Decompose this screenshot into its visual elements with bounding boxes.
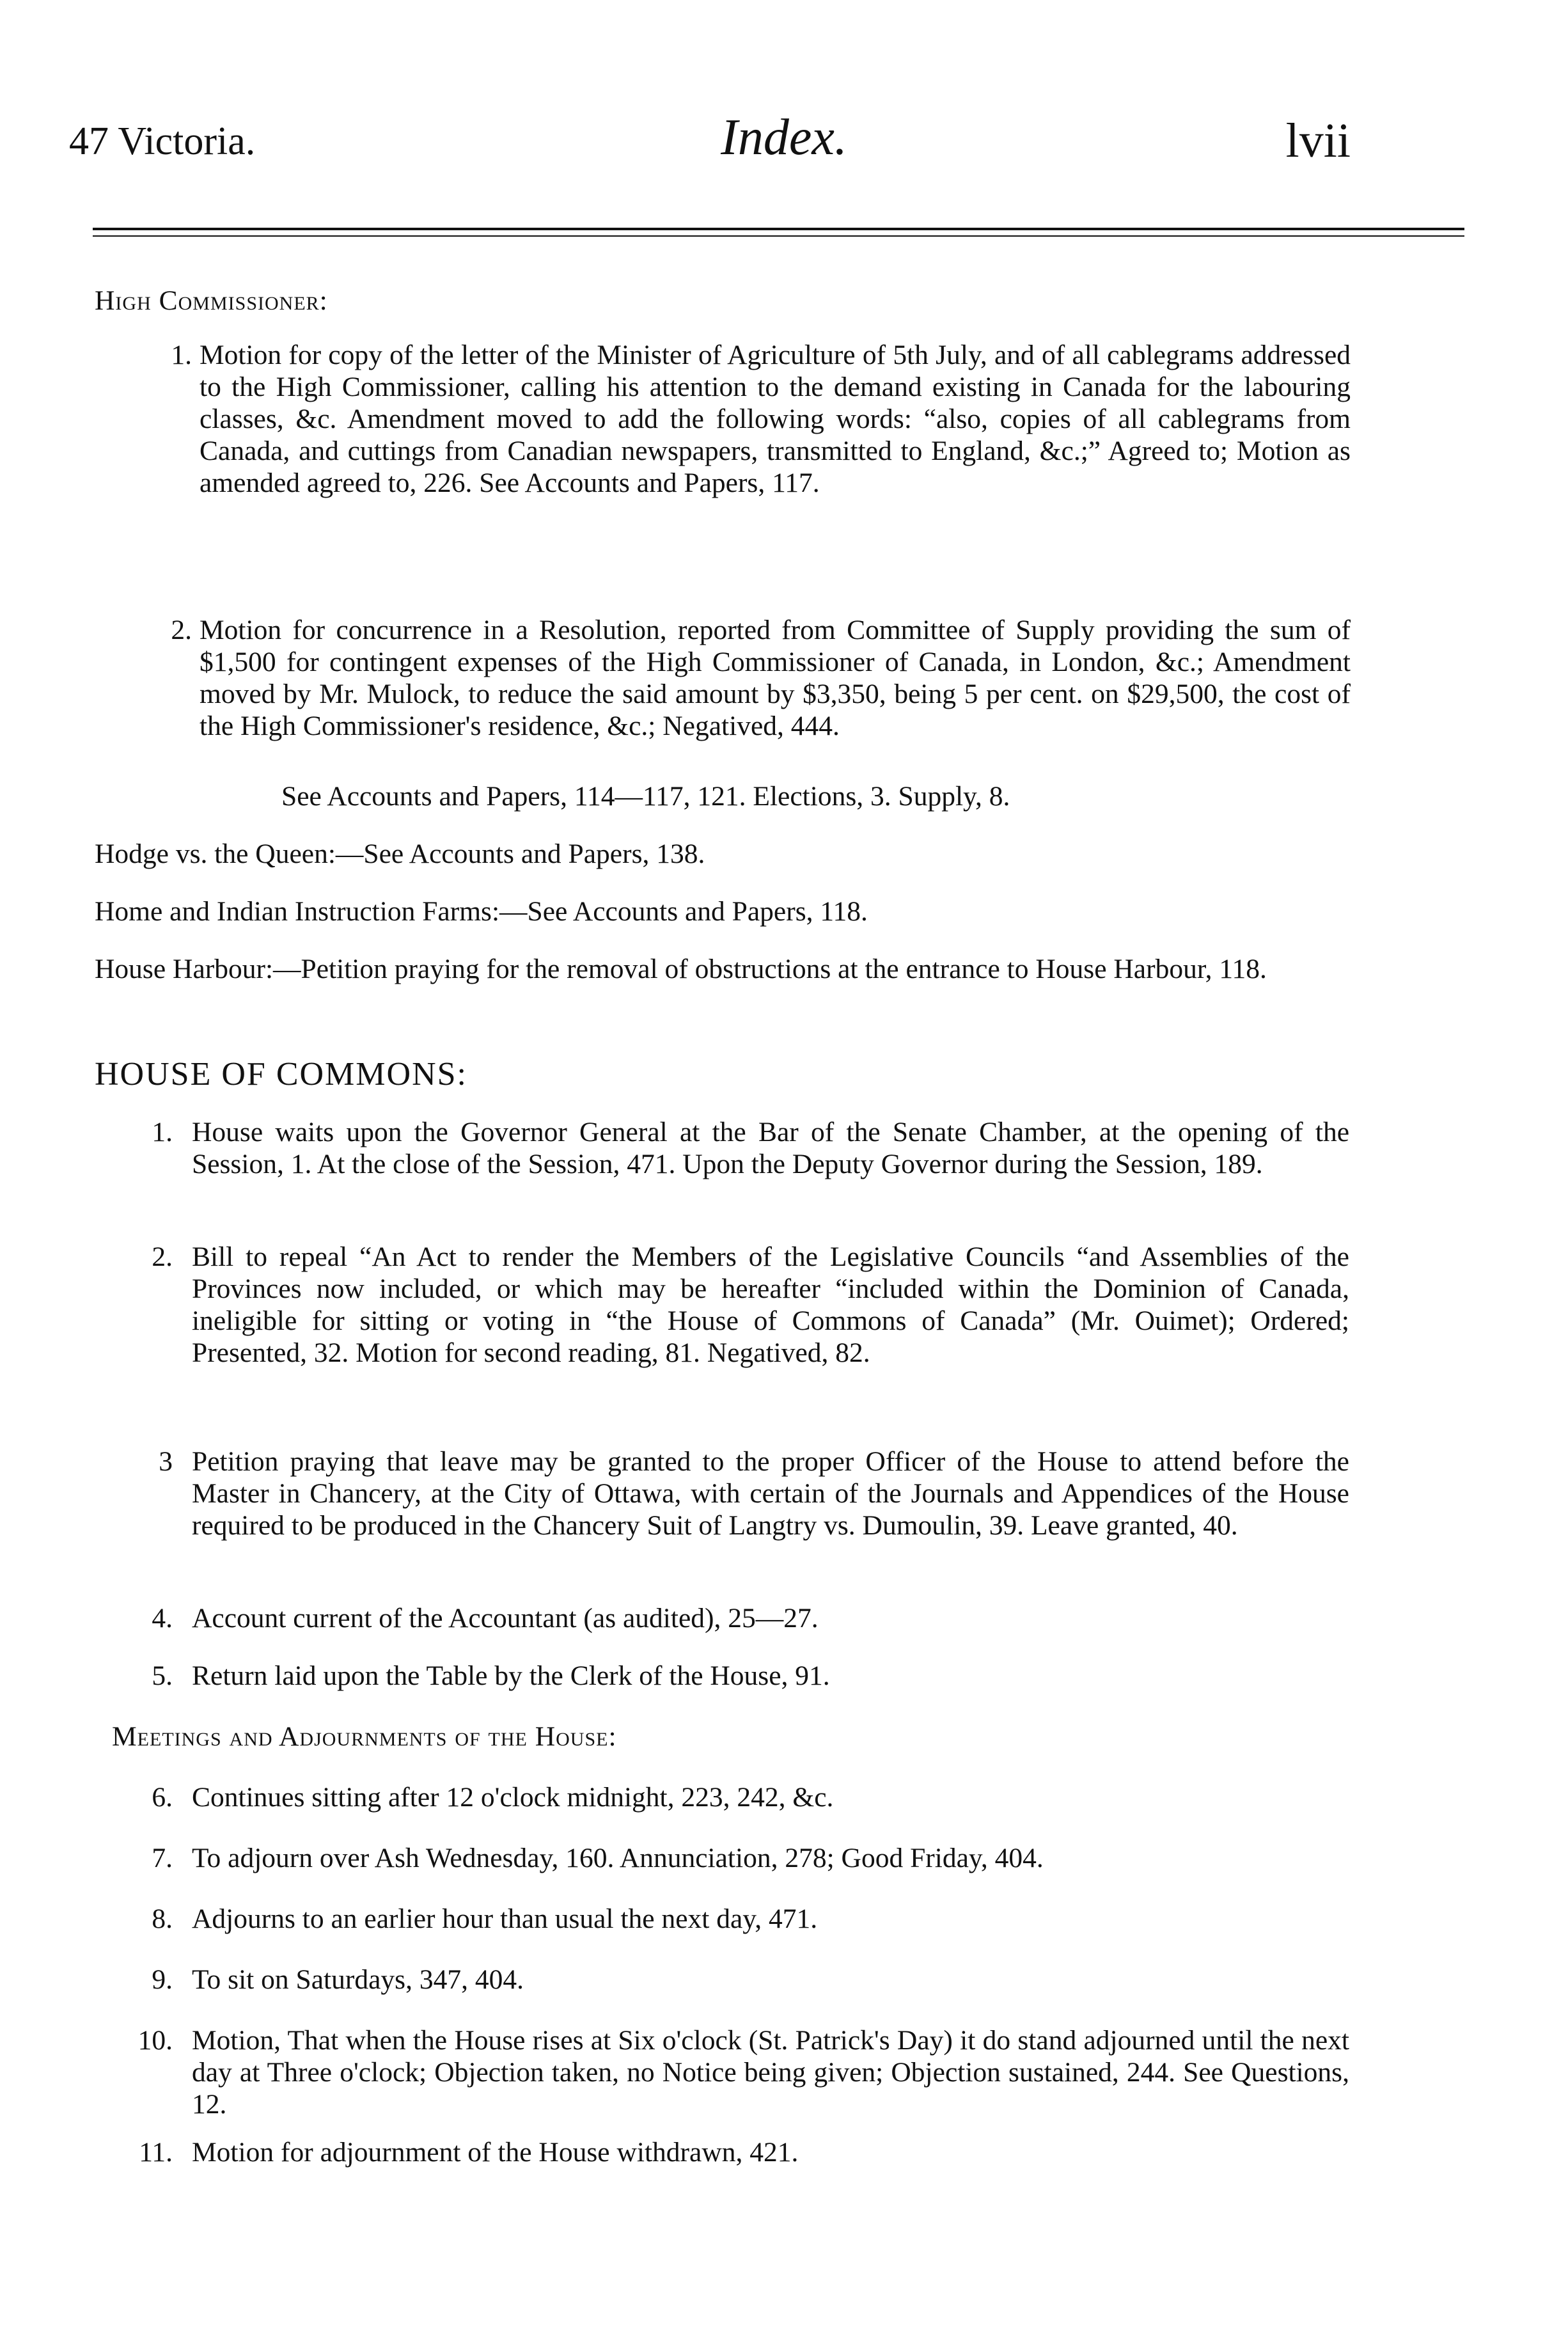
item-text: Motion for concurrence in a Resolution, reported from Committee of Supply providing the sum of $1,500 for contingent expenses of the High Commissioner of Canada, in London, &c.; Amendment moved by Mr. Mulock, to reduce the said amount by $3,350, being 5 per cent. on $29,500, the cost of the High Commissioner's residence, &c.; Negatived, 444. bbox=[200, 615, 1351, 741]
header-rule bbox=[93, 228, 1464, 230]
item-number: 8. bbox=[152, 1903, 173, 1934]
item-number: 3 bbox=[159, 1446, 173, 1477]
entry-hodge-vs-queen: Hodge vs. the Queen:—See Accounts and Papers, 138. bbox=[95, 839, 705, 869]
item-text: Adjourns to an earlier hour than usual the next day, 471. bbox=[192, 1903, 818, 1934]
item-text: To adjourn over Ash Wednesday, 160. Annunciation, 278; Good Friday, 404. bbox=[192, 1843, 1044, 1873]
item-text: Account current of the Accountant (as audited), 25—27. bbox=[192, 1603, 819, 1634]
item-text: Petition praying that leave may be granted to the proper Officer of the House to attend before the Master in Chancery, at the City of Ottawa, with certain of the Journals and Appendices of the House required to be produced in the Chancery Suit of Langtry vs. Dumoulin, 39. Leave granted, 40. bbox=[192, 1446, 1349, 1541]
item-number: 6. bbox=[152, 1782, 173, 1813]
entry-heading-high-commissioner: High Commissioner: bbox=[95, 285, 328, 316]
page-number: lvii bbox=[1285, 114, 1351, 168]
item-text: Motion for adjournment of the House withdrawn, 421. bbox=[192, 2137, 799, 2168]
item-number: 9. bbox=[152, 1964, 173, 1995]
item-text: House waits upon the Governor General at the Bar of the Senate Chamber, at the opening of the Session, 1. At the close of the Session, 471. Upon the Deputy Governor during the Session, 189. bbox=[192, 1117, 1349, 1179]
item-text: To sit on Saturdays, 347, 404. bbox=[192, 1964, 524, 1995]
item-text: Motion, That when the House rises at Six o'clock (St. Patrick's Day) it do stand adjourned until the next day at Three o'clock; Objection taken, no Notice being given; Objection sustained, 244. See Questions, 12. bbox=[192, 2025, 1349, 2120]
item-number: 4. bbox=[152, 1603, 173, 1634]
item-number: 1. bbox=[171, 340, 192, 370]
item-text: Continues sitting after 12 o'clock midnight, 223, 242, &c. bbox=[192, 1782, 834, 1813]
running-head-session: 47 Victoria. bbox=[69, 120, 256, 163]
item-number: 1. bbox=[152, 1117, 173, 1147]
entry-heading-house-of-commons: HOUSE OF COMMONS: bbox=[95, 1056, 467, 1092]
item-number: 5. bbox=[152, 1660, 173, 1691]
header-rule-thin bbox=[93, 235, 1464, 237]
item-number: 11. bbox=[139, 2137, 173, 2168]
item-number: 2. bbox=[152, 1241, 173, 1272]
subheading-meetings-adjournments: Meetings and Adjournments of the House: bbox=[112, 1721, 617, 1752]
item-number: 7. bbox=[152, 1843, 173, 1873]
item-number: 2. bbox=[171, 615, 192, 645]
item-text: Bill to repeal “An Act to render the Members of the Legislative Councils “and Assemblies of the Provinces now included, or which may be hereafter “included within the Dominion of Canada, ineligible for sitting or voting in “the House of Commons of Canada” (Mr. Ouimet); Ordered; Presented, 32. Motion for second reading, 81. Negatived, 82. bbox=[192, 1241, 1349, 1368]
running-head-title: Index. bbox=[721, 109, 847, 166]
item-text: Return laid upon the Table by the Clerk of the House, 91. bbox=[192, 1660, 830, 1691]
entry-house-harbour: House Harbour:—Petition praying for the removal of obstructions at the entrance to House Harbour, 118. bbox=[95, 954, 1267, 984]
item-number: 10. bbox=[137, 2025, 173, 2056]
see-also-reference: See Accounts and Papers, 114—117, 121. Elections, 3. Supply, 8. bbox=[281, 781, 1010, 812]
item-text: Motion for copy of the letter of the Minister of Agriculture of 5th July, and of all cablegrams addressed to the High Commissioner, calling his attention to the demand existing in Canada for the labouring classes, &c. Amendment moved to add the following words: “also, copies of all cablegrams from Canada, and cuttings from Canadian newspapers, transmitted to England, &c.;” Agreed to; Motion as amended agreed to, 226. See Accounts and Papers, 117. bbox=[200, 340, 1351, 498]
entry-home-indian-farms: Home and Indian Instruction Farms:—See Accounts and Papers, 118. bbox=[95, 896, 868, 927]
